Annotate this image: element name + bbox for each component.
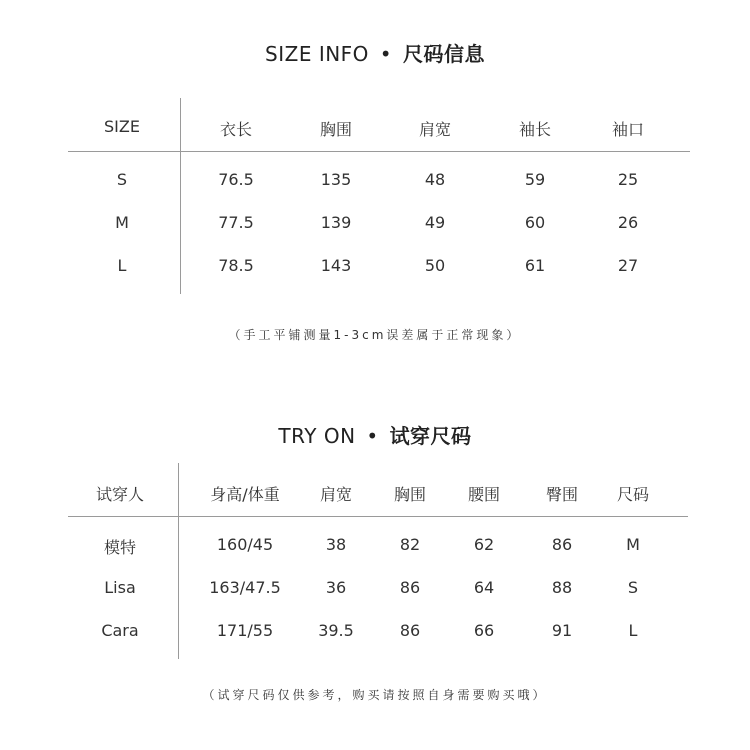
try-on-table-cell: 91 — [551, 621, 573, 640]
size-table-header-divider — [68, 151, 690, 152]
try-on-table-header-cell: 身高/体重 — [210, 485, 280, 504]
size-table-header-cell: 衣长 — [219, 120, 253, 139]
size-table-header-cell: 袖长 — [518, 120, 552, 139]
size-table-cell: 61 — [524, 256, 546, 275]
size-table-header-cell: 袖口 — [611, 120, 645, 139]
size-table-header-cell: SIZE — [104, 117, 140, 136]
try-on-table-header-divider — [68, 516, 688, 517]
size-info-title — [0, 38, 750, 67]
size-info-title-dot: • — [379, 42, 393, 66]
try-on-table-cell: M — [626, 535, 640, 554]
size-table-cell: 25 — [617, 170, 639, 189]
size-table-cell: 59 — [524, 170, 546, 189]
size-table-cell: 48 — [424, 170, 446, 189]
try-on-table-cell: 64 — [473, 578, 495, 597]
size-table-cell: 143 — [320, 256, 352, 275]
try-on-title-en: TRY ON — [278, 424, 356, 448]
try-on-table-cell: 模特 — [103, 538, 137, 557]
try-on-table-cell: 86 — [399, 621, 421, 640]
size-table-column-divider — [180, 98, 181, 294]
try-on-table-header-cell: 试穿人 — [95, 485, 145, 504]
try-on-table-cell: S — [627, 578, 639, 597]
size-table-header-cell: 胸围 — [319, 120, 353, 139]
try-on-table-cell: 160/45 — [216, 535, 274, 554]
try-on-note: （试穿尺码仅供参考，购买请按照自身需要购买哦） — [202, 688, 548, 702]
try-on-table-cell: 86 — [399, 578, 421, 597]
try-on-table-cell: 82 — [399, 535, 421, 554]
size-table-cell: 139 — [320, 213, 352, 232]
try-on-table-cell: L — [628, 621, 638, 640]
try-on-table-cell: 88 — [551, 578, 573, 597]
size-info-title-en: SIZE INFO — [265, 42, 369, 66]
size-table-cell: 27 — [617, 256, 639, 275]
try-on-title-dot: • — [366, 424, 379, 448]
size-table-cell: M — [115, 213, 129, 232]
try-on-table-cell: 38 — [325, 535, 347, 554]
size-table-cell: 49 — [424, 213, 446, 232]
size-info-note: （手工平铺测量1-3cm误差属于正常现象） — [228, 328, 522, 342]
size-table-cell: 77.5 — [218, 213, 254, 232]
size-table-cell: L — [117, 256, 127, 275]
try-on-table-header-cell: 尺码 — [616, 485, 650, 504]
try-on-table-cell: Lisa — [104, 578, 136, 597]
try-on-table-cell: Cara — [101, 621, 139, 640]
size-table-cell: 50 — [424, 256, 446, 275]
try-on-title — [0, 420, 750, 449]
size-table-header-cell: 肩宽 — [418, 120, 452, 139]
try-on-table-cell: 62 — [473, 535, 495, 554]
try-on-table-cell: 86 — [551, 535, 573, 554]
size-table-cell: 78.5 — [218, 256, 254, 275]
size-info-title-zh: 尺码信息 — [402, 42, 485, 66]
size-table-cell: S — [116, 170, 128, 189]
try-on-title-zh: 试穿尺码 — [389, 424, 472, 448]
try-on-table-cell: 36 — [325, 578, 347, 597]
try-on-table-cell: 39.5 — [318, 621, 354, 640]
try-on-table-header-cell: 肩宽 — [319, 485, 353, 504]
try-on-table-cell: 163/47.5 — [209, 578, 281, 597]
size-table-cell: 26 — [617, 213, 639, 232]
size-table-cell: 76.5 — [218, 170, 254, 189]
size-table-cell: 60 — [524, 213, 546, 232]
try-on-table-header-cell: 胸围 — [393, 485, 427, 504]
try-on-table-column-divider — [178, 463, 179, 659]
size-table-cell: 135 — [320, 170, 352, 189]
try-on-table-header-cell: 臀围 — [545, 485, 579, 504]
try-on-table-header-cell: 腰围 — [467, 485, 501, 504]
try-on-table-cell: 66 — [473, 621, 495, 640]
try-on-table-cell: 171/55 — [216, 621, 274, 640]
